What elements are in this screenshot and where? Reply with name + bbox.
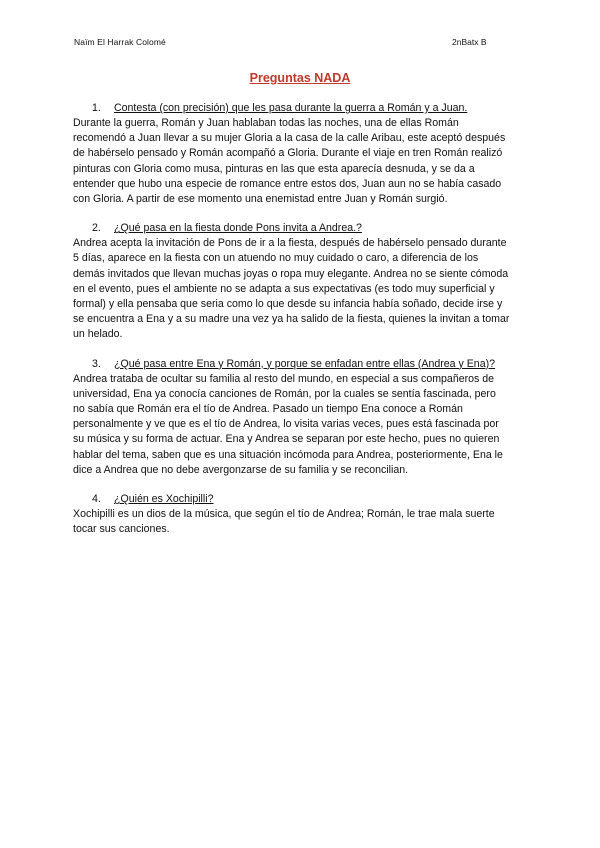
- answer-paragraph: [73, 372, 533, 478]
- answer-line: dice a Andrea que no debe avergonzarse de su familia y se reconcilian.: [73, 463, 409, 476]
- question-number: 2.: [92, 222, 101, 235]
- answer-line: no sabía que Román era el tío de Andrea. Pasado un tiempo Ena conoce a Román: [73, 403, 463, 416]
- answer-paragraph: [73, 507, 533, 537]
- answer-line: Andrea trataba de ocultar su familia al resto del mundo, en especial a sus compañeros de: [73, 372, 495, 385]
- question-text: Contesta (con precisión) que les pasa durante la guerra a Román y a Juan.: [114, 102, 468, 114]
- answer-line: su música y su forma de actuar. Ena y Andrea se separan por este hecho, pues no quieren: [73, 433, 500, 446]
- question-heading: [73, 101, 533, 116]
- answer-line: en el evento, pues el ambiente no se adapta a sus expectativas (es todo muy superficial y: [73, 282, 495, 295]
- answer-line: un helado.: [73, 328, 123, 341]
- answer-paragraph: [73, 236, 533, 342]
- page-title: Preguntas NADA: [249, 71, 351, 85]
- question-number: 3.: [92, 357, 101, 370]
- answer-line: Xochipilli es un dios de la música, que según el tío de Andrea; Román, le trae mala suerte: [73, 508, 495, 521]
- answer-line: recomendó a Juan llevar a su mujer Gloria a la casa de la calle Aribau, este aceptó después: [73, 132, 506, 145]
- question-block: [73, 492, 533, 537]
- answer-line: entender que hubo una especie de romance entre estos dos, Juan aun no se había casado: [73, 177, 502, 190]
- answer-line: 5 días, aparece en la fiesta con un atuendo no muy cuidado o caro, a diferencia de los: [73, 252, 479, 265]
- question-heading: [73, 357, 533, 372]
- question-heading: [73, 492, 533, 507]
- question-block: [73, 101, 533, 207]
- answer-paragraph: [73, 116, 533, 207]
- question-block: [73, 221, 533, 342]
- question-number: 4.: [92, 493, 101, 506]
- question-text: ¿Quién es Xochipilli?: [114, 493, 214, 506]
- document-body: [73, 101, 533, 537]
- question-text: ¿Qué pasa en la fiesta donde Pons invita a Andrea.?: [114, 222, 362, 235]
- answer-line: universidad, Ena ya conocía canciones de Román, por la cuales se sentía fascinada, pero: [73, 387, 496, 400]
- answer-line: tocar sus canciones.: [73, 523, 170, 536]
- answer-line: con Gloria. A partir de ese momento una enemistad entre Juan y Román surgió.: [73, 193, 448, 206]
- question-block: [73, 357, 533, 478]
- answer-line: de habérselo pensado y Román acompañó a Gloria. Durante el viaje en tren Román realizó: [73, 147, 503, 160]
- header-course: 2nBatx B: [452, 37, 487, 47]
- answer-line: demás invitados que llevan muchas joyas o ropa muy elegante. Andrea no se siente cómoda: [73, 267, 509, 280]
- question-number: 1.: [92, 102, 101, 114]
- answer-line: se encuentra a Ena y a su madre una vez ya ha salido de la fiesta, quienes la invitan a tomar: [73, 313, 510, 326]
- answer-line: pinturas con Gloria como musa, pinturas en las que esta aparecía desnuda, y se da a: [73, 162, 475, 175]
- answer-line: Andrea acepta la invitación de Pons de ir a la fiesta, después de habérselo pensado durante: [73, 237, 507, 250]
- answer-line: formal) y ella pensaba que seria como lo que desde su infancia había soñado, decide irse y: [73, 298, 503, 311]
- answer-line: Durante la guerra, Román y Juan hablaban todas las noches, una de ellas Román: [73, 117, 459, 129]
- header-author: Naïm El Harrak Colomé: [74, 37, 166, 47]
- question-heading: [73, 221, 533, 236]
- question-text: ¿Qué pasa entre Ena y Román, y porque se enfadan entre ellas (Andrea y Ena)?: [114, 357, 496, 370]
- answer-line: hablar del tema, saben que es una situación incómoda para Andrea, posteriormente, Ena le: [73, 448, 503, 461]
- answer-line: personalmente y ve que es el tío de Andrea, lo visita varias veces, pues está fascinada por: [73, 418, 499, 431]
